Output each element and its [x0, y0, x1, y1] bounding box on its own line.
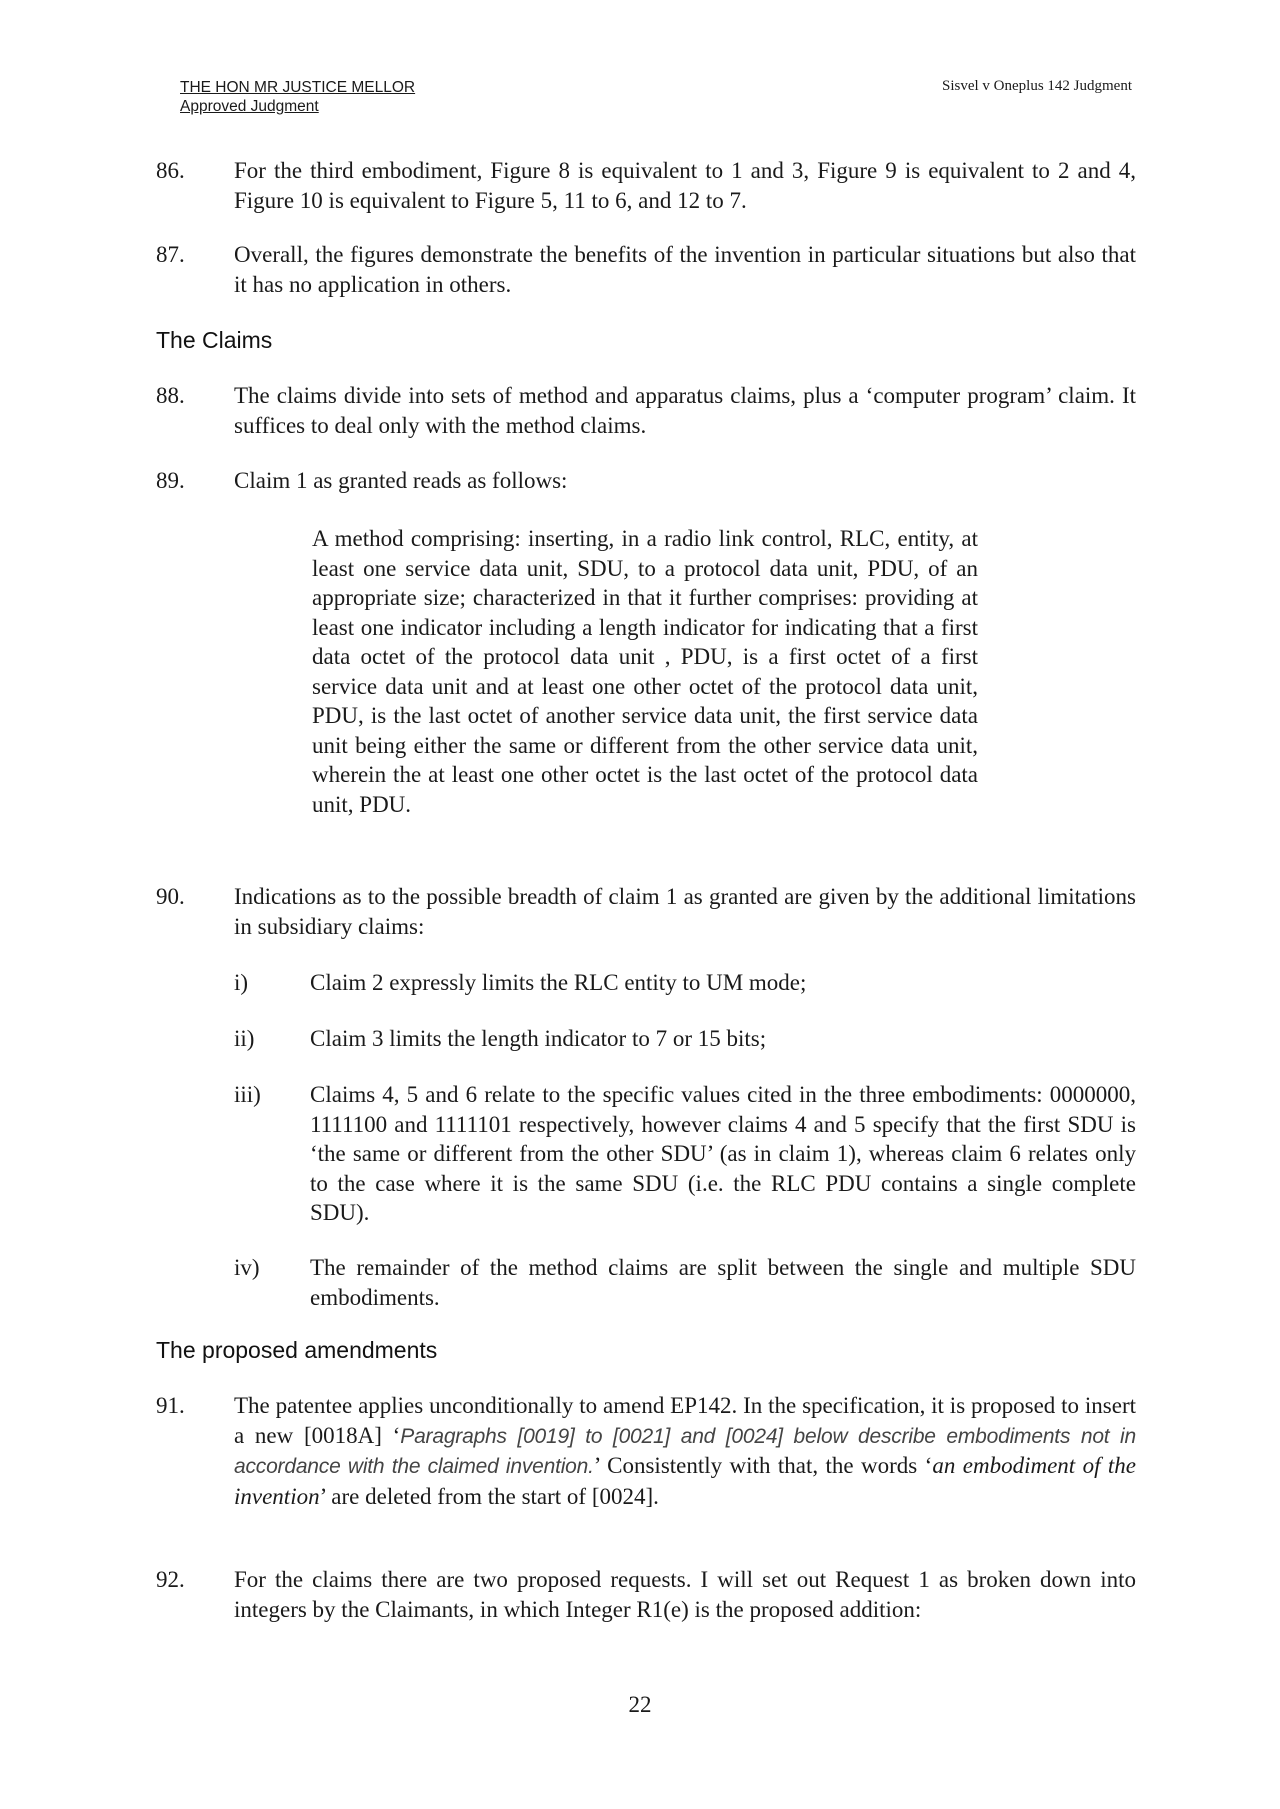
section-heading-claims: The Claims: [156, 327, 273, 353]
paragraph-text: Claim 1 as granted reads as follows:: [234, 468, 568, 493]
judgment-status: Approved Judgment: [180, 98, 319, 115]
subparagraph-text: Claim 2 expressly limits the RLC entity to UM mode;: [310, 970, 807, 995]
subparagraph-iv: [234, 1253, 1136, 1312]
running-header-left: [180, 78, 415, 116]
subparagraph-label: iv): [234, 1255, 260, 1280]
section-heading-amendments: The proposed amendments: [156, 1337, 438, 1363]
paragraph-text: The claims divide into sets of method and apparatus claims, plus a ‘computer program’ claim. It suffices to deal only with the method claims.: [234, 383, 1136, 438]
text-run: The patentee applies unconditionally to amend EP142. In the specification, it is proposed to insert a new [0018A] ‘: [234, 1393, 1136, 1448]
paragraph-92: [156, 1565, 1136, 1624]
inserted-paragraph-quote: Paragraphs [0019] to [0021] and [0024] below describe embodiments not in accordance with the claimed invention.: [234, 1424, 1136, 1478]
claim-1-quote: A method comprising: inserting, in a radio link control, RLC, entity, at least one service data unit, SDU, to a protocol data unit, PDU, of an appropriate size; characterized in that it further comprises: providing at least one indicator including a length indicator for indicating that a first data octet of the protocol data unit , PDU, is a first octet of a first service data unit and at least one other octet of the protocol data unit, PDU, is the last octet of another service data unit, the first service data unit being either the same or different from the other service data unit, wherein the at least one other octet is the last octet of the protocol data unit, PDU.: [312, 526, 978, 817]
paragraph-number: 92.: [156, 1567, 185, 1592]
subparagraph-label: ii): [234, 1026, 255, 1051]
paragraph-number: 90.: [156, 884, 185, 909]
paragraph-number: 86.: [156, 158, 185, 183]
paragraph-text: [234, 1391, 1136, 1511]
judge-name: THE HON MR JUSTICE MELLOR: [180, 79, 416, 96]
paragraph-91: [156, 1391, 1136, 1511]
paragraph-text: For the third embodiment, Figure 8 is equivalent to 1 and 3, Figure 9 is equivalent to 2 and 4, Figure 10 is equivalent to Figure 5, 11 to 6, and 12 to 7.: [234, 158, 1136, 213]
page-number: 22: [628, 1692, 652, 1717]
paragraph-88: [156, 381, 1136, 440]
subparagraph-text: Claim 3 limits the length indicator to 7 or 15 bits;: [310, 1026, 767, 1051]
paragraph-text: Indications as to the possible breadth of claim 1 as granted are given by the additional limitations in subsidiary claims:: [234, 884, 1136, 939]
paragraph-90: [156, 882, 1136, 941]
subparagraph-text: The remainder of the method claims are split between the single and multiple SDU embodiments.: [310, 1255, 1136, 1310]
paragraph-number: 88.: [156, 383, 185, 408]
subparagraph-ii: [234, 1024, 1136, 1054]
text-run: ’ Consistently with that, the words ‘: [593, 1453, 933, 1478]
subparagraph-text: Claims 4, 5 and 6 relate to the specific values cited in the three embodiments: 0000000, 1111100 and 1111101 respectively, however claims 4 and 5 specify that the first SDU is ‘the same or different from the other SDU’ (as in claim 1), whereas claim 6 relates only to the case where it is the same SDU (i.e. the RLC PDU contains a single complete SDU).: [310, 1082, 1136, 1225]
paragraph-86: [156, 156, 1136, 215]
subparagraph-label: i): [234, 970, 249, 995]
subparagraph-iii: [234, 1080, 1136, 1228]
text-run: ’ are deleted from the start of [0024].: [319, 1483, 659, 1509]
subparagraph-label: iii): [234, 1082, 261, 1107]
paragraph-number: 87.: [156, 242, 185, 267]
deleted-words-quote: an embodiment of the invention: [234, 1453, 1136, 1509]
paragraph-89: [156, 466, 1136, 496]
paragraph-number: 89.: [156, 468, 185, 493]
paragraph-87: [156, 240, 1136, 299]
subparagraph-i: [234, 968, 1136, 998]
case-title: Sisvel v Oneplus 142 Judgment: [942, 78, 1132, 94]
paragraph-text: Overall, the figures demonstrate the benefits of the invention in particular situations but also that it has no application in others.: [234, 242, 1136, 297]
paragraph-text: For the claims there are two proposed requests. I will set out Request 1 as broken down into integers by the Claimants, in which Integer R1(e) is the proposed addition:: [234, 1567, 1136, 1622]
paragraph-number: 91.: [156, 1393, 185, 1418]
